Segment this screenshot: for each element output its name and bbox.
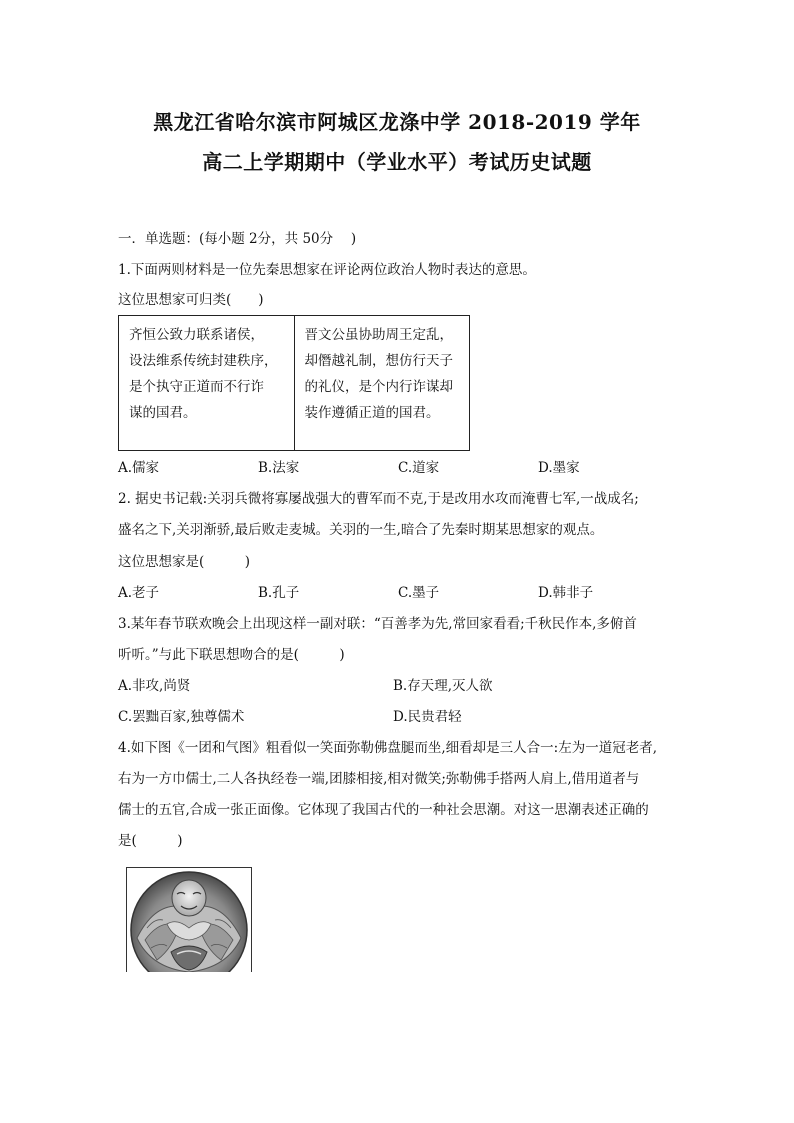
material-line: 是个执守正道而不行诈 (129, 379, 264, 395)
harmony-painting-image (127, 868, 251, 972)
question-1-prompt: 这位思想家可归类( ) (118, 292, 264, 308)
section-heading: 一．单选题：(每小题 2分，共 50分 ) (118, 231, 357, 247)
question-2-line2: 盛名之下,关羽渐骄,最后败走麦城。关羽的一生,暗合了先秦时期某思想家的观点。 (118, 522, 604, 538)
question-1-option-c[interactable]: C.道家 (398, 460, 440, 476)
material-line: 的礼仪，是个内行诈谋却 (304, 379, 453, 395)
material-line: 齐恒公致力联系诸侯， (129, 327, 264, 343)
question-2-prompt: 这位思想家是( ) (118, 554, 251, 570)
question-1-option-a[interactable]: A.儒家 (118, 460, 160, 476)
harmony-painting-figure (126, 867, 252, 972)
question-4-line4: 是( ) (118, 833, 183, 849)
question-2-line1: 2. 据史书记载:关羽兵微将寡屡战强大的曹军而不克,于是改用水攻而淹曹七军,一战成名; (118, 491, 639, 507)
exam-title-line1: 黑龙江省哈尔滨市阿城区龙涤中学 2018-2019 学年 (153, 110, 641, 134)
question-4-line1: 4.如下图《一团和气图》粗看似一笑面弥勒佛盘腿而坐,细看却是三人合一:左为一道冠老者, (118, 740, 658, 756)
question-2-option-d[interactable]: D.韩非子 (538, 585, 594, 601)
question-3-option-d[interactable]: D.民贵君轻 (393, 709, 462, 725)
material-line: 装作遵循正道的国君。 (304, 405, 440, 421)
question-1-material-table (118, 315, 470, 451)
question-3-option-a[interactable]: A.非攻,尚贤 (118, 678, 191, 694)
question-3-line2: 听听。”与此下联思想吻合的是( ) (118, 647, 345, 663)
exam-title-line2: 高二上学期期中（学业水平）考试历史试题 (202, 150, 592, 174)
material-line: 却僭越礼制，想仿行天子 (304, 353, 453, 369)
material-line: 晋文公虽协助周王定乱， (304, 327, 453, 343)
question-4-line2: 右为一方巾儒士,二人各执经卷一端,团膝相接,相对微笑;弥勒佛手搭两人肩上,借用道者与 (118, 771, 640, 787)
material-line: 谋的国君。 (129, 405, 197, 421)
question-3-option-c[interactable]: C.罢黜百家,独尊儒术 (118, 709, 245, 725)
question-1-option-b[interactable]: B.法家 (258, 460, 300, 476)
question-1-option-d[interactable]: D.墨家 (538, 460, 580, 476)
question-3-line1: 3.某年春节联欢晚会上出现这样一副对联：“百善孝为先,常回家看看;千秋民作本,多俯首 (118, 616, 637, 632)
question-2-option-a[interactable]: A.老子 (118, 585, 160, 601)
material-cell-left (119, 316, 295, 451)
question-4-line3: 儒士的五官,合成一张正面像。它体现了我国古代的一种社会思潮。对这一思潮表述正确的 (118, 802, 649, 818)
question-2-option-c[interactable]: C.墨子 (398, 585, 440, 601)
question-1-stem: 1.下面两则材料是一位先秦思想家在评论两位政治人物时表达的意思。 (118, 262, 536, 278)
question-2-option-b[interactable]: B.孔子 (258, 585, 300, 601)
material-cell-right (294, 316, 470, 451)
material-line: 设法维系传统封建秩序， (129, 353, 278, 369)
question-3-option-b[interactable]: B.存天理,灭人欲 (393, 678, 493, 694)
